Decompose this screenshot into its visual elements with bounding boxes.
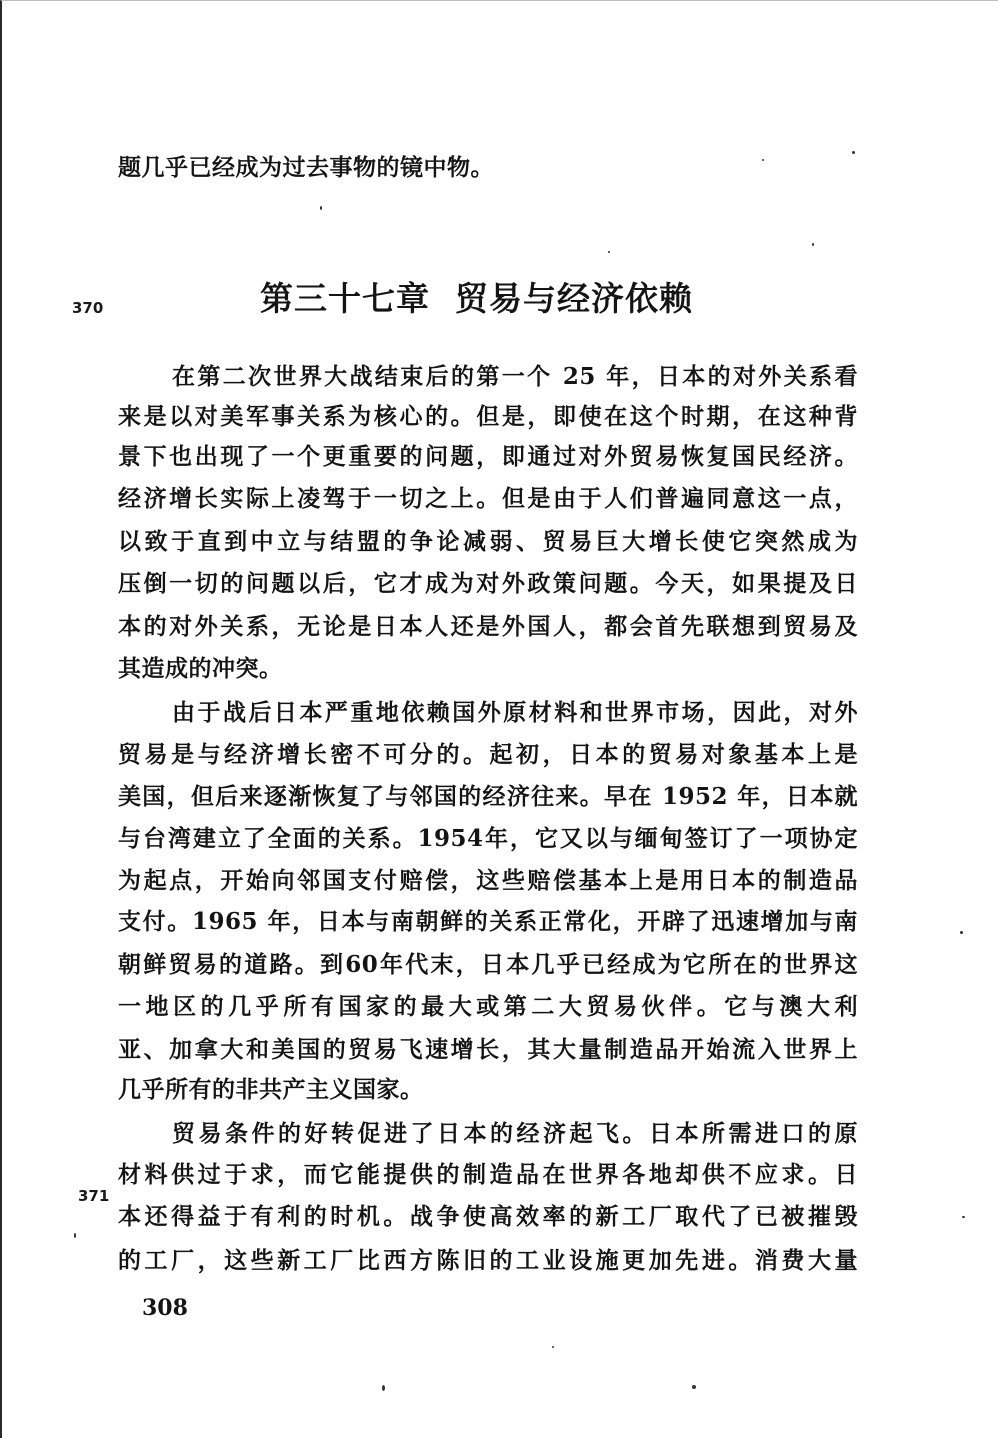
body-line: 几乎所有的非共产主义国家。 [118, 1076, 424, 1103]
body-line: 压倒一切的问题以后，它才成为对外政策问题。今天，如果提及日 [118, 570, 858, 597]
scan-speck [762, 159, 764, 161]
scan-speck [382, 1385, 385, 1391]
body-line: 由于战后日本严重地依赖国外原材料和世界市场，因此，对外 [172, 699, 858, 726]
scan-speck [852, 151, 855, 154]
body-line: 以致于直到中立与结盟的争论减弱、贸易巨大增长使它突然成为 [118, 528, 858, 555]
margin-number: 370 [72, 299, 104, 317]
body-line: 来是以对美军事关系为核心的。但是，即使在这个时期，在这种背 [118, 403, 858, 430]
body-line: 本的对外关系，无论是日本人还是外国人，都会首先联想到贸易及 [118, 613, 858, 640]
body-line: 其造成的冲突。 [118, 655, 283, 682]
chapter-heading: 第三十七章 贸易与经济依赖 [260, 279, 693, 318]
scan-speck [608, 251, 610, 253]
scan-speck [812, 243, 814, 246]
body-line: 朝鲜贸易的道路。到60年代末，日本几乎已经成为它所在的世界这 [118, 951, 858, 978]
body-line: 一地区的几乎所有国家的最大或第二大贸易伙伴。它与澳大利 [118, 993, 858, 1020]
body-line: 贸易是与经济增长密不可分的。起初，日本的贸易对象基本上是 [118, 741, 858, 768]
scan-speck [962, 1216, 965, 1218]
body-line: 支付。1965 年，日本与南朝鲜的关系正常化，开辟了迅速增加与南 [118, 908, 858, 935]
page-number: 308 [142, 1295, 188, 1321]
body-line: 为起点，开始向邻国支付赔偿，这些赔偿基本上是用日本的制造品 [118, 867, 858, 894]
body-line: 景下也出现了一个更重要的问题，即通过对外贸易恢复国民经济。 [118, 443, 858, 470]
body-line: 美国，但后来逐渐恢复了与邻国的经济往来。早在 1952 年，日本就 [118, 783, 858, 810]
carryover-line: 题几乎已经成为过去事物的镜中物。 [118, 154, 494, 181]
body-line: 贸易条件的好转促进了日本的经济起飞。日本所需进口的原 [172, 1120, 858, 1147]
scan-speck [320, 206, 322, 210]
body-line: 亚、加拿大和美国的贸易飞速增长，其大量制造品开始流入世界上 [118, 1036, 858, 1063]
body-line: 在第二次世界大战结束后的第一个 25 年，日本的对外关系看 [172, 363, 858, 390]
scan-speck [960, 931, 963, 934]
body-line: 的工厂，这些新工厂比西方陈旧的工业设施更加先进。消费大量 [118, 1247, 858, 1274]
body-line: 材料供过于求，而它能提供的制造品在世界各地却供不应求。日 [118, 1161, 858, 1188]
body-line: 经济增长实际上凌驾于一切之上。但是由于人们普遍同意这一点， [118, 485, 858, 512]
scan-speck [552, 1346, 554, 1348]
scan-speck [692, 1385, 696, 1389]
body-line: 本还得益于有利的时机。战争使高效率的新工厂取代了已被摧毁 [118, 1203, 858, 1230]
margin-number: 371 [78, 1187, 110, 1205]
scan-speck [74, 1233, 76, 1238]
body-line: 与台湾建立了全面的关系。1954年，它又以与缅甸签订了一项协定 [118, 825, 858, 852]
